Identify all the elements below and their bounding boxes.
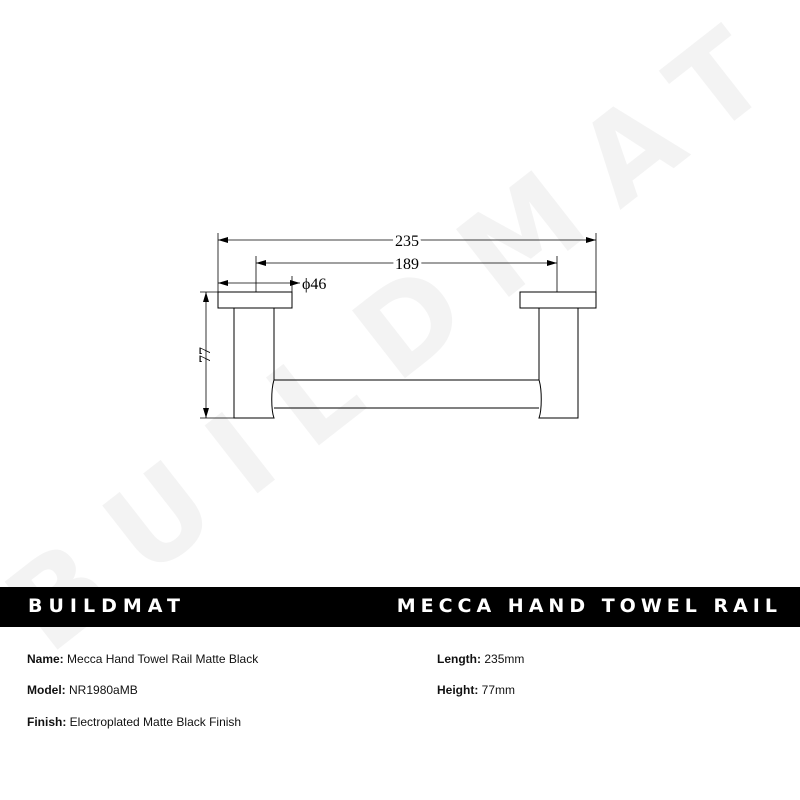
spec-name: [27, 652, 258, 666]
diameter-label: ϕ46: [302, 276, 327, 293]
spec-length: [437, 652, 524, 666]
spec-model-label: Model:: [27, 683, 66, 697]
spec-finish-label: Finish:: [27, 715, 67, 729]
overall-length-label: 235: [395, 233, 419, 250]
spec-height-value: 77mm: [481, 683, 516, 697]
spec-model-value: NR1980aMB: [69, 683, 138, 697]
inner-length-label: 189: [395, 256, 419, 273]
spec-finish-value: Electroplated Matte Black Finish: [69, 715, 242, 729]
spec-height: [437, 683, 515, 697]
spec-length-label: Length:: [437, 652, 481, 666]
height-label: 77: [197, 347, 214, 363]
product-title: MECCA HAND TOWEL RAIL: [396, 595, 782, 617]
spec-model: [27, 683, 138, 697]
rail-bar: [274, 380, 539, 408]
spec-finish: [27, 715, 241, 729]
spec-name-label: Name:: [27, 652, 64, 666]
left-flange: [218, 292, 292, 308]
spec-height-label: Height:: [437, 683, 479, 697]
spec-length-value: 235mm: [484, 652, 525, 666]
left-post: [234, 308, 274, 418]
brand-name: BUILDMAT: [28, 595, 186, 617]
title-banner: [0, 587, 800, 627]
right-post: [539, 308, 578, 418]
spec-name-value: Mecca Hand Towel Rail Matte Black: [67, 652, 259, 666]
right-flange: [520, 292, 596, 308]
